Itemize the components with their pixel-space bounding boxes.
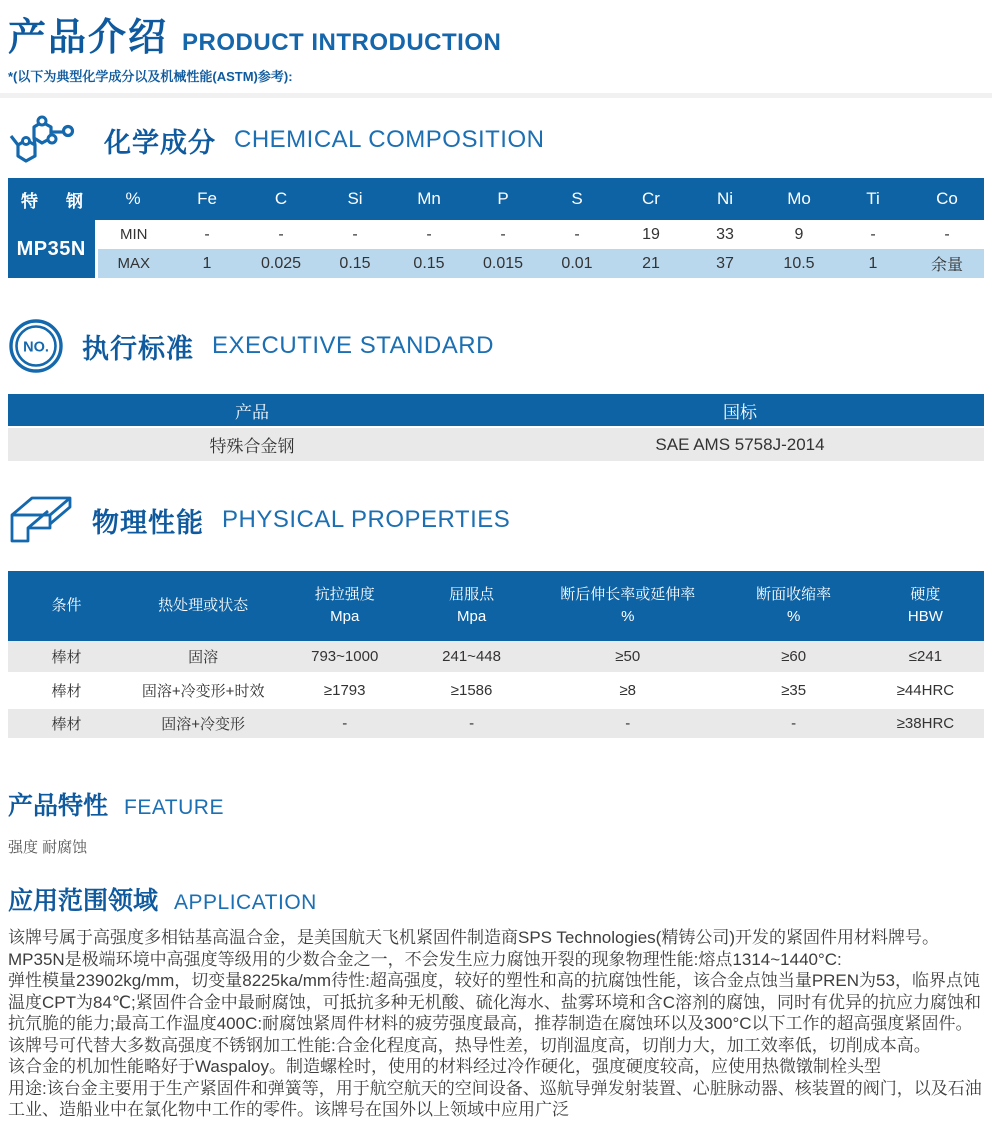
std-header-row	[8, 394, 984, 427]
phys-cell: ≥1793	[281, 674, 408, 707]
phys-row	[8, 674, 984, 707]
chem-header-cell: P	[466, 178, 540, 220]
chem-cell: -	[352, 225, 358, 243]
chem-row-max	[8, 249, 984, 278]
phys-cell: -	[720, 707, 866, 740]
chem-cell: -	[426, 225, 432, 243]
chem-row-label: MIN	[120, 226, 148, 243]
chem-header-cell: C	[244, 178, 318, 220]
physical-heading-en: PHYSICAL PROPERTIES	[222, 506, 511, 533]
phys-cell: 固溶+冷变形+时效	[125, 674, 281, 707]
page-title-en: PRODUCT INTRODUCTION	[182, 29, 502, 56]
chem-cell: 1	[170, 249, 244, 278]
channel-beam-icon	[8, 493, 74, 547]
section-physical-heading	[8, 493, 984, 547]
reference-note: *(以下为典型化学成分以及机械性能(ASTM)参考):	[8, 69, 293, 84]
application-text	[8, 927, 984, 1121]
chem-cell: 0.15	[318, 249, 392, 278]
chem-cell: -	[204, 225, 210, 243]
chem-cell: -	[944, 225, 950, 243]
std-header-national: 国标	[496, 394, 984, 427]
chem-header-row	[8, 178, 984, 220]
std-data-row	[8, 427, 984, 461]
phys-header-cell: 断面收缩率 %	[720, 571, 866, 641]
phys-cell: -	[281, 707, 408, 740]
standard-heading-en: EXECUTIVE STANDARD	[212, 332, 494, 359]
chem-header-cell: Fe	[170, 178, 244, 220]
application-heading-en: APPLICATION	[174, 891, 317, 914]
chem-cell: 0.01	[540, 249, 614, 278]
section-application-heading	[8, 881, 984, 917]
phys-header-cell: 屈服点 Mpa	[408, 571, 535, 641]
chem-cell: -	[500, 225, 506, 243]
physical-properties-table	[8, 571, 984, 742]
chem-cell: -	[574, 225, 580, 243]
page-title	[8, 0, 984, 61]
chem-cell: 10.5	[762, 249, 836, 278]
phys-cell: 241~448	[408, 641, 535, 674]
corner-label-left: 特	[21, 191, 38, 211]
physical-heading-zh: 物理性能	[92, 507, 204, 538]
chem-cell: -	[870, 225, 876, 243]
phys-cell: 固溶+冷变形	[125, 707, 281, 740]
phys-cell: 棒材	[8, 674, 125, 707]
chem-cell: 21	[614, 249, 688, 278]
page-title-zh: 产品介绍	[8, 17, 169, 59]
chem-header-cell: Mo	[762, 178, 836, 220]
chem-header-cell: %	[96, 178, 170, 220]
chem-cell: 33	[716, 225, 734, 243]
grade-cell: MP35N	[8, 220, 96, 278]
application-paragraph: 该牌号可代替大多数高强度不锈钢加工性能:合金化程度高，热导性差，切削温度高，切削力大，加工效率低，切削成本高。	[8, 1035, 931, 1055]
chemical-composition-table	[8, 178, 984, 278]
chem-cell: 0.015	[466, 249, 540, 278]
phys-cell: ≥60	[720, 641, 866, 674]
chemical-heading-zh: 化学成分	[104, 127, 216, 158]
chem-cell: 37	[688, 249, 762, 278]
product-introduction-page	[0, 0, 992, 85]
chem-header-cell: Ni	[688, 178, 762, 220]
chem-header-cell: Cr	[614, 178, 688, 220]
chem-header-cell: Ti	[836, 178, 910, 220]
phys-cell: ≥44HRC	[867, 674, 984, 707]
phys-header-cell: 硬度 HBW	[867, 571, 984, 641]
chem-header-grade	[8, 178, 96, 220]
chem-header-cell: Mn	[392, 178, 466, 220]
phys-cell: -	[535, 707, 720, 740]
application-heading-zh: 应用范围领域	[8, 887, 159, 915]
phys-header-cell: 抗拉强度 Mpa	[281, 571, 408, 641]
feature-heading-zh: 产品特性	[8, 792, 109, 820]
no-badge-icon	[8, 318, 64, 374]
section-feature-heading	[8, 786, 984, 822]
molecule-icon	[8, 112, 86, 168]
phys-cell: 棒材	[8, 641, 125, 674]
chem-header-cell: Co	[910, 178, 984, 220]
phys-cell: ≤241	[867, 641, 984, 674]
section-divider	[0, 93, 992, 98]
section-standard-heading	[8, 318, 984, 374]
feature-content: 强度 耐腐蚀	[8, 839, 88, 856]
application-paragraph: 用途:该台金主要用于生产紧固件和弹簧等，用于航空航天的空间设备、巡航导弹发射装置、心脏脉动器、核装置的阀门，以及石油工业、造船业中在氯化物中工作的零件。该牌号在国外以上领域中应用广泛	[8, 1078, 982, 1119]
phys-header-row	[8, 571, 984, 641]
std-cell-standard: SAE AMS 5758J-2014	[496, 427, 984, 461]
application-paragraph: MP35N是极端环境中高强度等级用的少数合金之一，不会发生应力腐蚀开裂的现象物理性能:熔点1314~1440°C:	[8, 949, 842, 969]
chem-cell: 0.025	[244, 249, 318, 278]
phys-cell: 固溶	[125, 641, 281, 674]
application-paragraph: 该牌号属于高强度多相钴基高温合金，是美国航天飞机紧固件制造商SPS Technologies(精铸公司)开发的紧固件用材料牌号。	[8, 928, 939, 947]
application-paragraph: 该合金的机加性能略好于Waspaloy。制造螺栓时，使用的材料经过冷作硬化，强度硬度较高，应使用热微镦制栓头型	[8, 1057, 882, 1076]
phys-row	[8, 641, 984, 674]
chem-header-cell: Si	[318, 178, 392, 220]
no-icon-text: NO.	[23, 339, 49, 356]
phys-cell: 793~1000	[281, 641, 408, 674]
std-header-product: 产品	[8, 394, 496, 427]
chem-cell: 9	[794, 225, 804, 243]
chem-row-min	[8, 220, 984, 249]
phys-cell: ≥50	[535, 641, 720, 674]
application-paragraph: 弹性模量23902kg/mm，切变量8225ka/mm待性:超高强度，较好的塑性和高的抗腐蚀性能，该合金点蚀当量PREN为53，临界点饨温度CPT为84℃;紧固件合金中最耐腐蚀，可抵抗多种无机酸、硫化海水、盐雾环境和含C溶剂的腐蚀，同时有优异的抗应力腐蚀和抗氘脆的能力;最高工作温度400C:耐腐蚀紧周件材料的疲劳强度最高，推荐制造在腐蚀环以及300°C以下工作的超高强度紧固件。	[8, 971, 981, 1033]
phys-header-cell: 热处理或状态	[125, 571, 281, 641]
chemical-heading-en: CHEMICAL COMPOSITION	[234, 126, 545, 153]
phys-cell: 棒材	[8, 707, 125, 740]
chem-cell: 余量	[910, 249, 984, 278]
feature-heading-en: FEATURE	[124, 796, 224, 819]
chem-row-label: MAX	[96, 249, 170, 278]
phys-row	[8, 707, 984, 740]
standard-heading-zh: 执行标准	[82, 333, 194, 364]
phys-cell: ≥35	[720, 674, 866, 707]
phys-cell: ≥1586	[408, 674, 535, 707]
executive-standard-table	[8, 394, 984, 461]
std-cell-product: 特殊合金钢	[8, 427, 496, 461]
phys-header-cell: 断后伸长率或延伸率 %	[535, 571, 720, 641]
chem-cell: 19	[642, 225, 660, 243]
phys-cell: ≥8	[535, 674, 720, 707]
phys-cell: ≥38HRC	[867, 707, 984, 740]
chem-cell: 1	[836, 249, 910, 278]
chem-cell: -	[278, 225, 284, 243]
chem-cell: 0.15	[392, 249, 466, 278]
corner-label-right: 钢	[66, 191, 83, 211]
phys-header-cell: 条件	[8, 571, 125, 641]
chem-header-cell: S	[540, 178, 614, 220]
section-chemical-heading	[8, 112, 984, 168]
phys-cell: -	[408, 707, 535, 740]
